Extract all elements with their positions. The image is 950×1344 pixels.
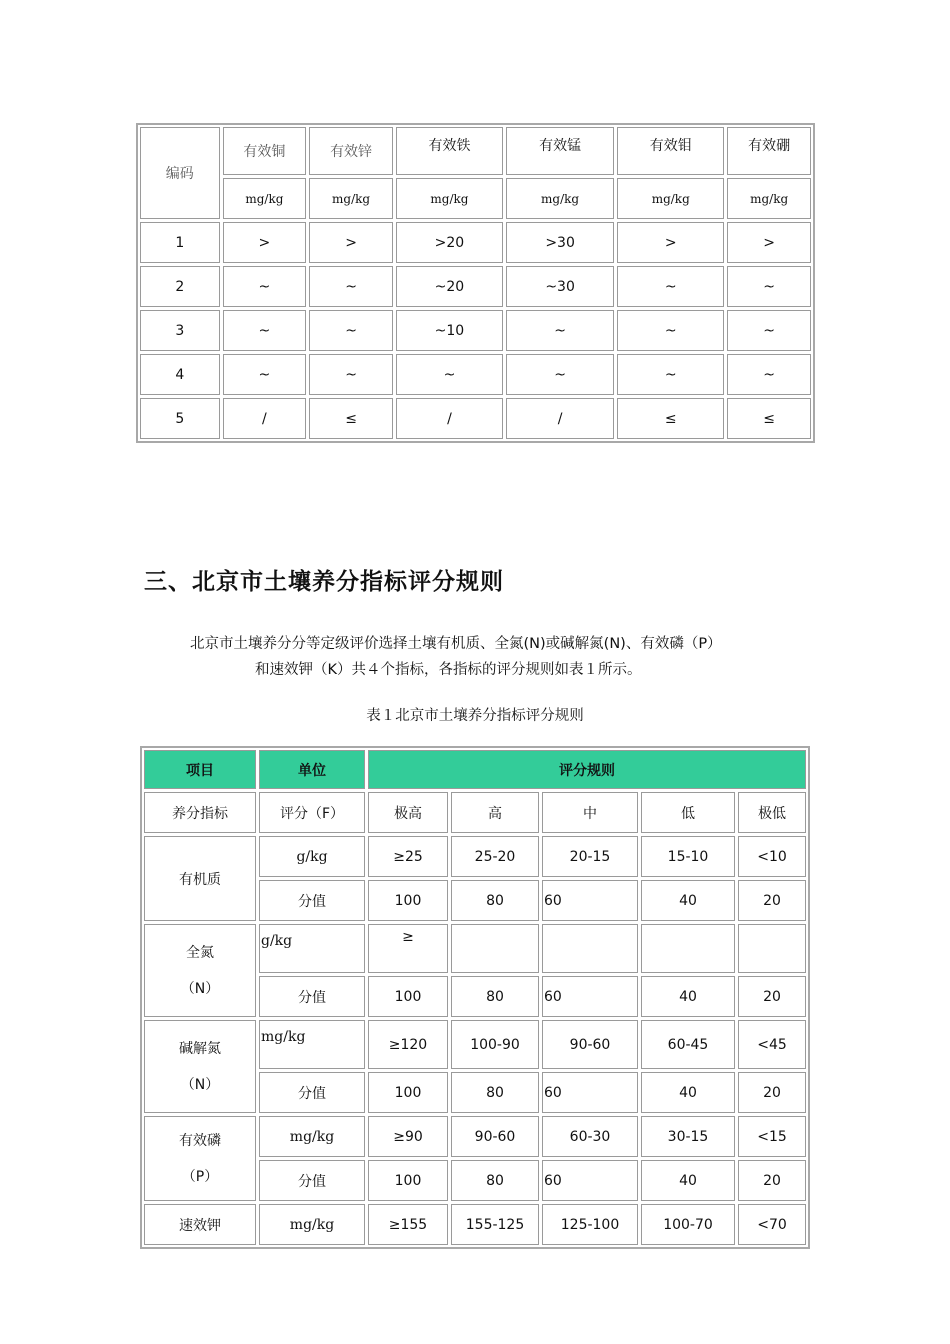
- table-cell: ~: [223, 310, 307, 351]
- table-cell: ~: [309, 354, 393, 395]
- table-cell: ~: [727, 354, 811, 395]
- table-cell: ≥120: [368, 1020, 448, 1069]
- indicator-available-p: [144, 1116, 256, 1201]
- header-iron: 有效铁: [396, 127, 503, 175]
- table-cell: 155-125: [451, 1204, 539, 1245]
- intro-paragraph-line1: 北京市土壤养分分等定级评价选择土壤有机质、全氮(N)或碱解氮(N)、有效磷（P）: [190, 636, 722, 652]
- table-cell: ~: [617, 266, 724, 307]
- table-row: [144, 1020, 806, 1069]
- table-row: [140, 310, 811, 351]
- table-cell: 80: [451, 1072, 539, 1113]
- table-cell: 30-15: [641, 1116, 735, 1157]
- table-cell: 100: [368, 880, 448, 921]
- unit-cell: mg/kg: [259, 1204, 365, 1245]
- table-cell: >: [727, 222, 811, 263]
- table-cell: ~: [309, 310, 393, 351]
- table-cell: >: [617, 222, 724, 263]
- table-cell: ~: [396, 354, 503, 395]
- table-cell: <15: [738, 1116, 806, 1157]
- unit-cell: mg/kg: [727, 178, 811, 219]
- header-molybdenum: 有效钼: [617, 127, 724, 175]
- table-cell: ~: [223, 354, 307, 395]
- table-cell: <70: [738, 1204, 806, 1245]
- table-row: [144, 1204, 806, 1245]
- table-cell: 20: [738, 976, 806, 1017]
- indicator-name: 有效磷: [179, 1132, 221, 1149]
- unit-cell: mg/kg: [223, 178, 307, 219]
- row-code: 1: [140, 222, 220, 263]
- table-row: [144, 836, 806, 877]
- table-row: [140, 354, 811, 395]
- code-header: 编码: [140, 127, 220, 219]
- table-row: [144, 1116, 806, 1157]
- unit-cell: mg/kg: [259, 1116, 365, 1157]
- table-cell: ≤: [309, 398, 393, 439]
- table-cell: 15-10: [641, 836, 735, 877]
- table-cell: ≥25: [368, 836, 448, 877]
- table-cell: ≥: [368, 924, 448, 973]
- table-cell: >20: [396, 222, 503, 263]
- unit-cell: g/kg: [259, 924, 365, 973]
- indicator-organic: 有机质: [144, 836, 256, 921]
- table-row: [144, 924, 806, 973]
- table-cell: ~: [727, 310, 811, 351]
- table-cell: 60: [542, 880, 638, 921]
- table-cell: 20: [738, 1072, 806, 1113]
- table-cell: 40: [641, 880, 735, 921]
- table-cell: ≥155: [368, 1204, 448, 1245]
- table-cell: ~: [617, 354, 724, 395]
- table-cell: ~30: [506, 266, 614, 307]
- table-cell: ~: [506, 310, 614, 351]
- section-title: 三、北京市土壤养分指标评分规则: [144, 569, 504, 595]
- unit-cell: mg/kg: [259, 1020, 365, 1069]
- table-cell: ~: [617, 310, 724, 351]
- header-item: 项目: [144, 750, 256, 789]
- unit-cell: mg/kg: [506, 178, 614, 219]
- indicator-name: 全氮: [186, 944, 214, 961]
- indicator-available-k: 速效钾: [144, 1204, 256, 1245]
- header-copper: 有效铜: [223, 127, 307, 175]
- level-medium: 中: [542, 792, 638, 833]
- table-cell: <10: [738, 836, 806, 877]
- header-unit: 单位: [259, 750, 365, 789]
- table-cell: /: [223, 398, 307, 439]
- indicator-sub: （P）: [181, 1168, 219, 1185]
- table-cell: 80: [451, 880, 539, 921]
- table-cell: >: [309, 222, 393, 263]
- table-cell: 60-45: [641, 1020, 735, 1069]
- micronutrient-table: [137, 124, 814, 442]
- score-label: 分值: [259, 880, 365, 921]
- table-cell: 90-60: [542, 1020, 638, 1069]
- table-cell: 20: [738, 880, 806, 921]
- unit-cell: mg/kg: [617, 178, 724, 219]
- table-cell: ~: [309, 266, 393, 307]
- table-cell: 100: [368, 1160, 448, 1201]
- table-cell: ~10: [396, 310, 503, 351]
- row-code: 4: [140, 354, 220, 395]
- level-high: 高: [451, 792, 539, 833]
- table-cell: ≥90: [368, 1116, 448, 1157]
- table-cell: [641, 924, 735, 973]
- table-cell: ~: [727, 266, 811, 307]
- table-cell: [542, 924, 638, 973]
- table-cell: 40: [641, 1072, 735, 1113]
- table-cell: ≤: [617, 398, 724, 439]
- table-cell: <45: [738, 1020, 806, 1069]
- indicator-sub: （N）: [180, 1076, 220, 1093]
- table-cell: /: [396, 398, 503, 439]
- unit-cell: mg/kg: [309, 178, 393, 219]
- table-cell: >30: [506, 222, 614, 263]
- table-cell: 80: [451, 976, 539, 1017]
- header-manganese: 有效锰: [506, 127, 614, 175]
- table-cell: 60-30: [542, 1116, 638, 1157]
- unit-cell: mg/kg: [396, 178, 503, 219]
- level-very-high: 极高: [368, 792, 448, 833]
- subheader-indicator: 养分指标: [144, 792, 256, 833]
- table-row: [140, 266, 811, 307]
- intro-paragraph-line2: 和速效钾（K）共４个指标，各指标的评分规则如表１所示。: [255, 662, 642, 678]
- table-cell: 100: [368, 1072, 448, 1113]
- row-code: 3: [140, 310, 220, 351]
- table-cell: 40: [641, 976, 735, 1017]
- row-code: 2: [140, 266, 220, 307]
- score-label: 分值: [259, 976, 365, 1017]
- indicator-name: 碱解氮: [179, 1040, 221, 1057]
- table-cell: ≤: [727, 398, 811, 439]
- score-label: 分值: [259, 1072, 365, 1113]
- table-cell: 60: [542, 976, 638, 1017]
- table-cell: >: [223, 222, 307, 263]
- table-cell: [451, 924, 539, 973]
- table-cell: 125-100: [542, 1204, 638, 1245]
- level-low: 低: [641, 792, 735, 833]
- table-cell: 80: [451, 1160, 539, 1201]
- header-zinc: 有效锌: [309, 127, 393, 175]
- table-cell: 60: [542, 1072, 638, 1113]
- table-cell: 90-60: [451, 1116, 539, 1157]
- table-row: [140, 222, 811, 263]
- table-cell: 40: [641, 1160, 735, 1201]
- score-label: 分值: [259, 1160, 365, 1201]
- table-row: [140, 398, 811, 439]
- table-cell: ~20: [396, 266, 503, 307]
- unit-cell: g/kg: [259, 836, 365, 877]
- table-cell: 100-90: [451, 1020, 539, 1069]
- indicator-sub: （N）: [180, 980, 220, 997]
- table-cell: 20: [738, 1160, 806, 1201]
- indicator-total-n: [144, 924, 256, 1017]
- table-cell: 25-20: [451, 836, 539, 877]
- table-cell: 20-15: [542, 836, 638, 877]
- scoring-rules-table: [141, 747, 809, 1248]
- subheader-score: 评分（F）: [259, 792, 365, 833]
- table-cell: 100-70: [641, 1204, 735, 1245]
- table-cell: ~: [223, 266, 307, 307]
- table-caption: 表１北京市土壤养分指标评分规则: [366, 708, 584, 724]
- table-cell: /: [506, 398, 614, 439]
- level-very-low: 极低: [738, 792, 806, 833]
- indicator-alkali-n: [144, 1020, 256, 1113]
- row-code: 5: [140, 398, 220, 439]
- table-cell: 100: [368, 976, 448, 1017]
- table-cell: ~: [506, 354, 614, 395]
- table-cell: 60: [542, 1160, 638, 1201]
- header-boron: 有效硼: [727, 127, 811, 175]
- header-rule: 评分规则: [368, 750, 806, 789]
- table-cell: [738, 924, 806, 973]
